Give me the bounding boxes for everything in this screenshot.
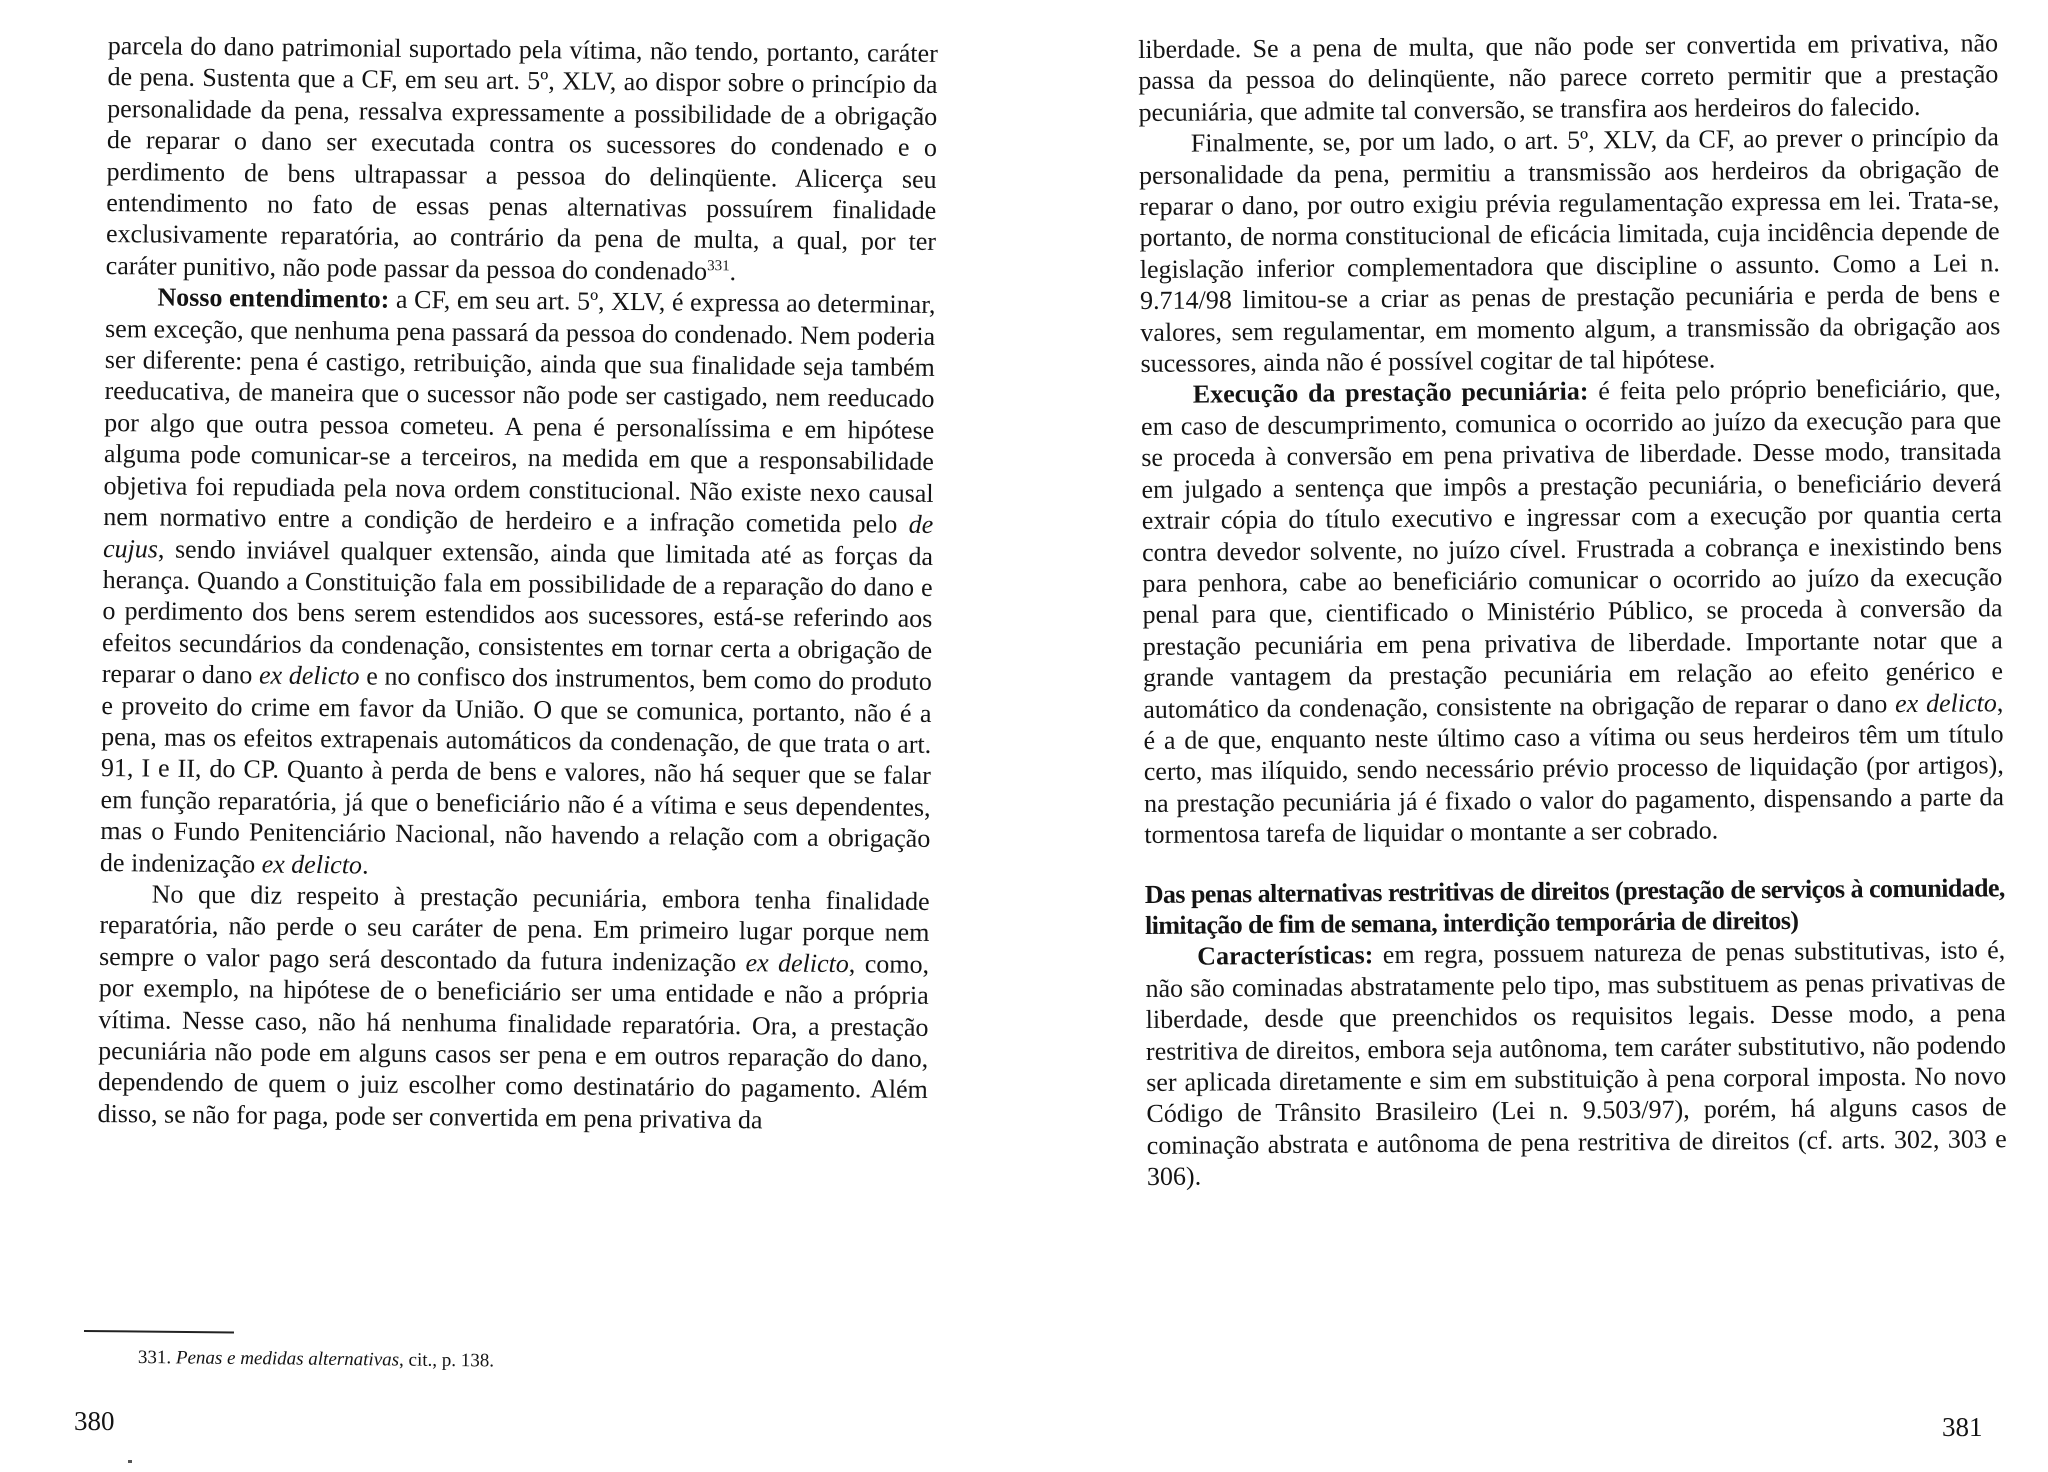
paragraph-caracteristicas (1145, 935, 2007, 1193)
text-run: Finalmente, se, por um lado, o art. 5º, XLV, da CF, ao prever o princípio da personalidade da pena, permitiu a transmissão aos herdeiros da obrigação de reparar o dano, por outro exigiu prévia regulamentação expressa em lei. Trata-se, portanto, de norma constitucional de eficácia limitada, cuja incidência depende de legislação inferior complementadora que discipline o assunto. Como a Lei n. 9.714/98 limitou-se a criar as penas de prestação pecuniária e perda de bens e valores, sem regulamentar, em momento algum, a transmissão da obrigação aos sucessores, ainda não é possível cogitar de tal hipótese. (1138, 122, 2001, 379)
text-run: , é a de que, enquanto neste último caso a vítima ou seus herdeiros têm um título certo, mas ilíquido, sendo necessário prévio processo de liquidação (por artigos), na prestação pecuniária já é fixado o valor do pagamento, dispensando a parte da tormentosa tarefa de liquidar o montante a ser cobrado. (1143, 687, 2005, 850)
text-run: . (361, 850, 369, 880)
italic-term: ex delicto (1894, 687, 1997, 718)
text-run: em regra, possuem natureza de penas substitutivas, isto é, não são cominadas abstratamente pelo tipo, mas substituem as penas privativas de liberdade, desde que preenchidos os requisitos legais. Desse modo, a pena restritiva de direitos, embora seja autônoma, tem caráter substitutivo, não podendo ser aplicada diretamente e sim em substituição à pena corporal imposta. No novo Código de Trânsito Brasileiro (Lei n. 9.503/97), porém, há alguns casos de cominação abstrata e autônoma de pena restritiva de direitos (cf. arts. 302, 303 e 306). (1145, 935, 2007, 1192)
text-run: . (729, 256, 737, 286)
footnote-number: 331. (137, 1347, 172, 1369)
italic-term: ex delicto (261, 849, 363, 880)
text-run: , como, por exemplo, na hipótese de o beneficiário ser uma entidade e não a própria vítima. Nesse caso, não há nenhuma finalidade reparatória. Ora, a prestação pecuniária não pode em alguns casos ser pena e em outros reparação do dano, dependendo de quem o juiz escolher como destinatário do pagamento. Além disso, se não for paga, pode ser convertida em pena privativa da (97, 948, 930, 1135)
footnote-ref: 331 (707, 257, 730, 275)
left-page-body (97, 30, 938, 1137)
text-run: é feita pelo próprio beneficiário, que, em caso de descumprimento, comunica o ocorrido ao juízo da execução para que se proceda à conversão em pena privativa de liberdade. Desse modo, transitada em julgado a sentença que impôs a prestação pecuniária, o beneficiário deverá extrair cópia do título executivo e ingressar com a execução por quantia certa contra devedor solvente, no juízo cível. Frustrada a cobrança e inexistindo bens para penhora, cabe ao beneficiário comunicar o ocorrido ao juízo da execução penal para que, cientificado o Ministério Público, se proceda à conversão da prestação pecuniária em pena privativa de liberdade. Importante notar que a grande vantagem da prestação pecuniária em relação ao efeito genérico e automático da condenação, consistente na obrigação de reparar o dano (1140, 373, 2004, 724)
page-number-left: 380 (74, 1406, 115, 1436)
paragraph-continuation (106, 30, 938, 289)
section-heading: Das penas alternativas restritivas de direitos (prestação de serviços à comunidade, limitação de fim de semana, interdição temporária de direitos) (1144, 872, 2005, 940)
paragraph-nosso-entendimento (100, 281, 936, 886)
paragraph-execucao (1141, 373, 2005, 851)
right-page-body (1138, 27, 2007, 1192)
text-run: a CF, em seu art. 5º, XLV, é expressa ao determinar, sem exceção, que nenhuma pena passará da pessoa do condenado. Nem poderia ser diferente: pena é castigo, retribuição, ainda que sua finalidade seja também reeducativa, de maneira que o sucessor não pode ser castigado, nem reeducado por algo que outra pessoa cometeu. A pena é personalíssima e em hipótese alguma pode comunicar-se a terceiros, na medida em que a responsabilidade objetiva foi repudiada pela nova ordem constitucional. Não existe nexo causal nem normativo entre a condição de herdeiro e a infração cometida pelo (103, 284, 936, 539)
right-page (1024, 0, 2048, 1472)
text-run: , sendo inviável qualquer extensão, ainda que limitada até as forças da herança. Quando a Constituição fala em possibilidade de a reparação do dano e o perdimento dos bens serem estendidos aos sucessores, está-se referindo aos efeitos secundários da condenação, consistentes em tornar certa a obrigação de reparar o dano (101, 534, 934, 690)
footnote (138, 1346, 838, 1377)
text-run: liberdade. Se a pena de multa, que não pode ser convertida em privativa, não passa da pessoa do delinqüente, não parece correto permitir que a prestação pecuniária, que admite tal conversão, se transfira aos herdeiros do falecido. (1138, 28, 1999, 127)
page-number-right: 381 (1942, 1412, 1983, 1442)
text-run: parcela do dano patrimonial suportado pela vítima, não tendo, portanto, caráter de pena. Sustenta que a CF, em seu art. 5º, XLV, ao dispor sobre o princípio da personalidade da pena, ressalva expressamente a possibilidade de a obrigação de reparar o dano ser executada contra os sucessores do condenado e o perdimento de bens ultrapassar a pessoa do delinqüente. Alicerça seu entendimento no fato de essas penas alternativas possuírem finalidade exclusivamente reparatória, ao contrário da pena de multa, a qual, por ter caráter punitivo, não pode passar da pessoa do condenado (105, 30, 938, 286)
print-speck (128, 1460, 132, 1463)
text-run: No que diz respeito à prestação pecuniária, embora tenha finalidade reparatória, não perde o seu caráter de pena. Em primeiro lugar porque nem sempre o valor pago será descontado da futura indenização (98, 879, 930, 977)
bold-lead: Execução da prestação pecuniária: (1192, 376, 1589, 410)
text-run: e no confisco dos instrumentos, bem como do produto e proveito do crime em favor da União. O que se comunica, portanto, não é a pena, mas os efeitos extrapenais automáticos da condenação, de que trata o art. 91, I e II, do CP. Quanto à perda de bens e valores, não há sequer que se falar em função reparatória, já que o beneficiário não é a vítima e seus dependentes, mas o Fundo Penitenciário Nacional, não havendo a relação com a obrigação de indenização (99, 661, 932, 879)
italic-term: de cujus (102, 509, 934, 564)
italic-term: ex delicto (258, 660, 360, 691)
paragraph-prestacao-pecuniaria (97, 878, 929, 1137)
bold-lead: Nosso entendimento: (157, 282, 390, 314)
paragraph-finalmente (1139, 121, 2001, 379)
footnote-title: Penas e medidas alternativas (175, 1347, 400, 1371)
italic-term: ex delicto (745, 947, 849, 978)
paragraph-continuation (1138, 27, 1999, 128)
footnote-rule (84, 1330, 234, 1333)
footnote-citation: , cit., p. 138. (398, 1349, 495, 1372)
bold-lead: Características: (1197, 940, 1374, 971)
